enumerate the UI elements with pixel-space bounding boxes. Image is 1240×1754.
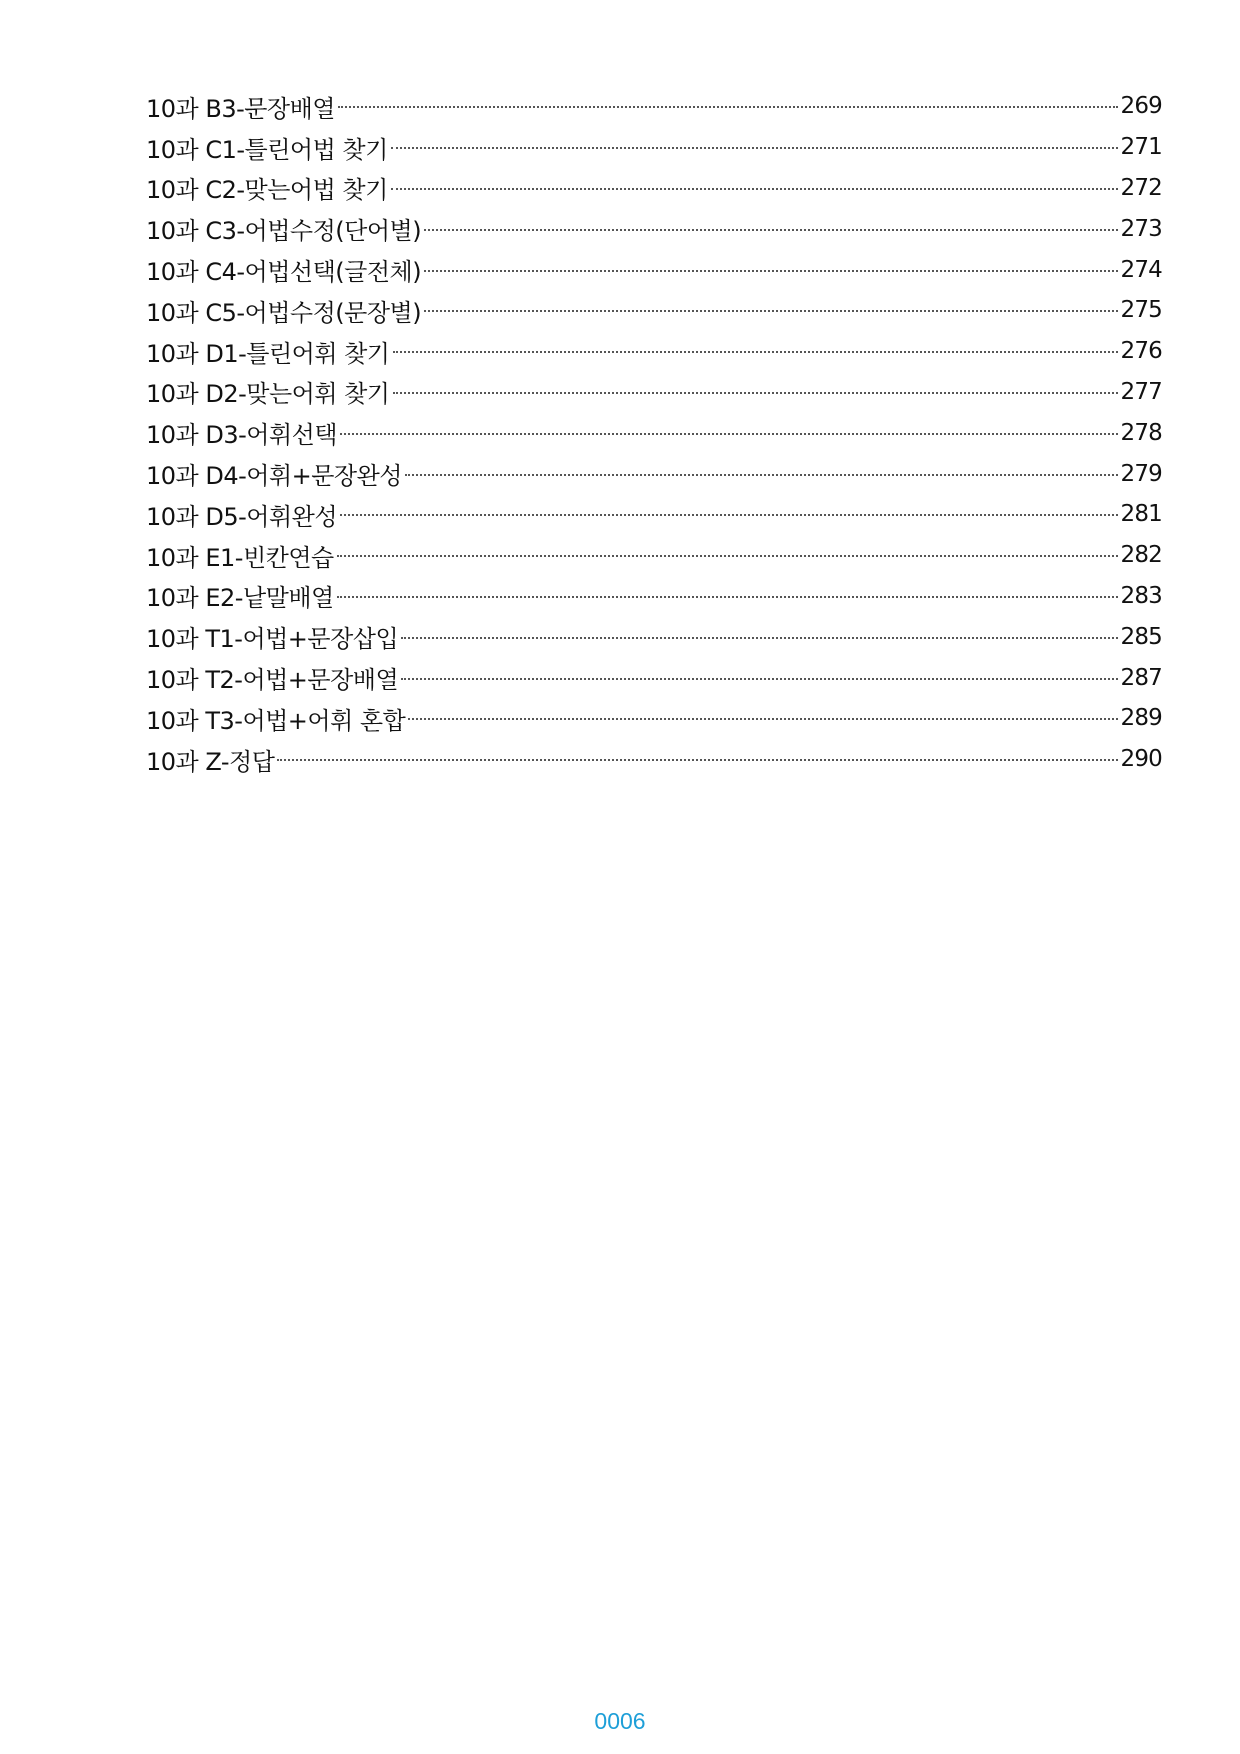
toc-entry-page: 282	[1120, 542, 1162, 569]
toc-entry-title: 10과 Z-정답	[146, 747, 275, 776]
toc-dot-leader	[408, 718, 1117, 720]
toc-entry-title: 10과 T2-어법+문장배열	[146, 666, 399, 695]
toc-entry-title: 10과 T3-어법+어휘 혼합	[146, 706, 406, 735]
toc-entry-title: 10과 C3-어법수정(단어별)	[146, 217, 422, 246]
toc-entry[interactable]	[146, 127, 1162, 168]
toc-entry[interactable]	[146, 290, 1162, 331]
toc-entry[interactable]	[146, 698, 1162, 739]
toc-entry-page: 278	[1120, 419, 1162, 446]
toc-entry-page: 285	[1120, 623, 1162, 650]
toc-dot-leader	[277, 759, 1117, 761]
toc-entry[interactable]	[146, 249, 1162, 290]
toc-entry[interactable]	[146, 453, 1162, 494]
toc-entry[interactable]	[146, 372, 1162, 413]
toc-entry-page: 274	[1120, 256, 1162, 283]
toc-entry[interactable]	[146, 616, 1162, 657]
toc-entry-title: 10과 D3-어휘선택	[146, 421, 337, 450]
toc-entry-title: 10과 C2-맞는어법 찾기	[146, 176, 388, 205]
toc-entry[interactable]	[146, 412, 1162, 453]
toc-entry-title: 10과 T1-어법+문장삽입	[146, 625, 399, 654]
toc-entry-page: 272	[1120, 174, 1162, 201]
toc-dot-leader	[424, 310, 1117, 312]
toc-dot-leader	[338, 106, 1118, 108]
toc-entry-page: 273	[1120, 215, 1162, 242]
toc-entry-page: 281	[1120, 501, 1162, 528]
toc-entry[interactable]	[146, 576, 1162, 617]
toc-entry-page: 271	[1120, 134, 1162, 161]
footer-page-number: 0006	[594, 1708, 646, 1734]
toc-dot-leader	[405, 474, 1118, 476]
toc-entry-title: 10과 D4-어휘+문장완성	[146, 462, 402, 491]
toc-entry[interactable]	[146, 739, 1162, 780]
toc-entry-page: 269	[1120, 93, 1162, 120]
toc-entry-title: 10과 C5-어법수정(문장별)	[146, 298, 422, 327]
toc-dot-leader	[337, 555, 1118, 557]
toc-dot-leader	[393, 351, 1118, 353]
toc-entry-title: 10과 C1-틀린어법 찾기	[146, 135, 388, 164]
toc-entry[interactable]	[146, 494, 1162, 535]
toc-dot-leader	[393, 392, 1118, 394]
toc-dot-leader	[340, 514, 1118, 516]
toc-dot-leader	[424, 270, 1117, 272]
toc-entry-title: 10과 B3-문장배열	[146, 94, 335, 123]
toc-entry-title: 10과 C4-어법선택(글전체)	[146, 258, 422, 287]
toc-entry[interactable]	[146, 86, 1162, 127]
toc-entry[interactable]	[146, 168, 1162, 209]
toc-entry-page: 275	[1120, 297, 1162, 324]
toc-entry-page: 276	[1120, 338, 1162, 365]
toc-entry-page: 287	[1120, 664, 1162, 691]
toc-dot-leader	[391, 188, 1118, 190]
toc-dot-leader	[340, 433, 1118, 435]
toc-entry-title: 10과 D2-맞는어휘 찾기	[146, 380, 390, 409]
toc-dot-leader	[391, 147, 1118, 149]
toc-dot-leader	[424, 229, 1117, 231]
toc-entry[interactable]	[146, 208, 1162, 249]
toc-entry-page: 290	[1120, 746, 1162, 773]
toc-entry-title: 10과 D1-틀린어휘 찾기	[146, 339, 390, 368]
toc-entry-title: 10과 E2-낱말배열	[146, 584, 334, 613]
toc-dot-leader	[337, 596, 1118, 598]
toc-entry-title: 10과 E1-빈칸연습	[146, 543, 334, 572]
toc-dot-leader	[401, 637, 1117, 639]
toc-entry-page: 283	[1120, 582, 1162, 609]
toc-entry-page: 279	[1120, 460, 1162, 487]
toc-entry[interactable]	[146, 535, 1162, 576]
toc-entry[interactable]	[146, 657, 1162, 698]
toc-dot-leader	[401, 678, 1117, 680]
toc-entry-title: 10과 D5-어휘완성	[146, 502, 337, 531]
table-of-contents	[146, 86, 1162, 780]
toc-entry[interactable]	[146, 331, 1162, 372]
toc-entry-page: 277	[1120, 378, 1162, 405]
toc-entry-page: 289	[1120, 705, 1162, 732]
